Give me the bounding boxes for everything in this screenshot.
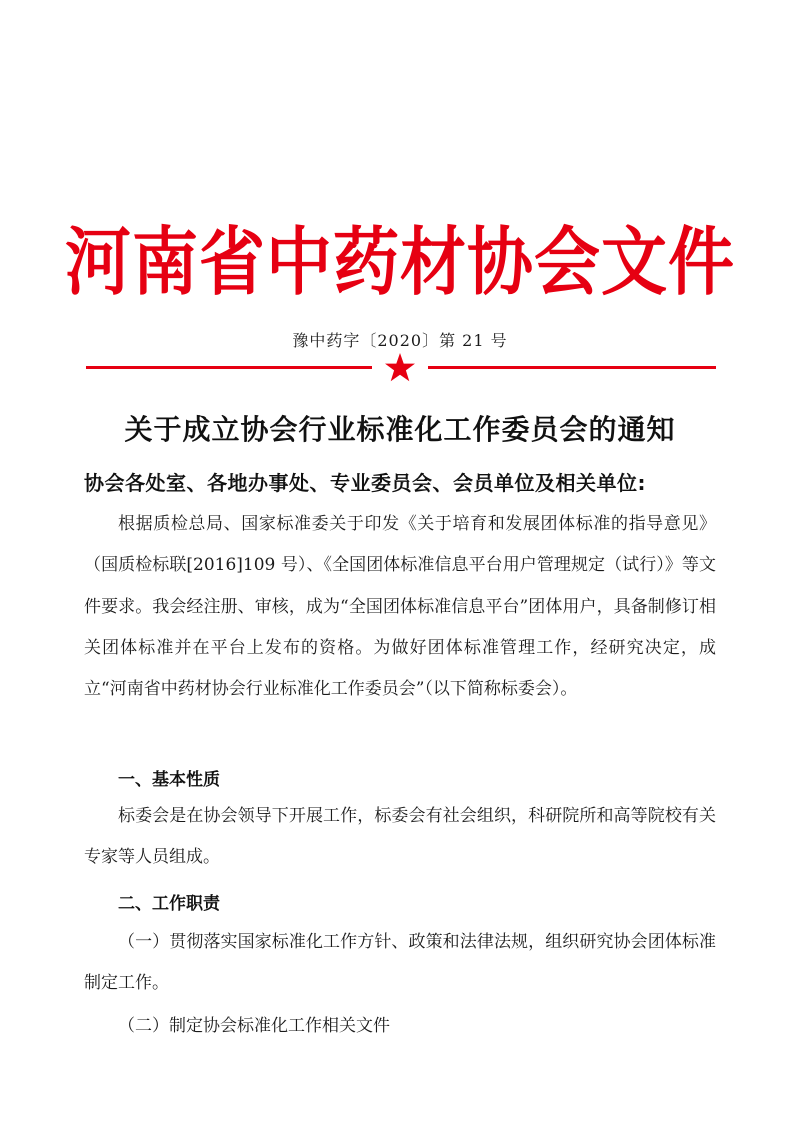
section-heading-duties: 二、工作职责 [118, 894, 220, 914]
recipients-line: 协会各处室、各地办事处、专业委员会、会员单位及相关单位: [84, 471, 646, 495]
red-divider-right [428, 366, 716, 369]
section-heading-basic-nature: 一、基本性质 [118, 770, 220, 790]
intro-paragraph: 根据质检总局、国家标准委关于印发《关于培育和发展团体标准的指导意见》（国质检标联[2016]109 号）、《全国团体标准信息平台用户管理规定（试行）》等文件要求。我会经注册、审核，成为“全国团体标准信息平台”团体用户，具备制修订相关团体标准并在平台上发布的资格。为做好团体标准管理工作，经研究决定，成立“河南省中药材协会行业标准化工作委员会”（以下简称标委会）。 [84, 514, 716, 700]
document-number: 豫中药字〔2020〕第 21 号 [292, 331, 508, 350]
star-icon [384, 352, 416, 384]
basic-nature-paragraph: 标委会是在协会领导下开展工作，标委会有社会组织，科研院所和高等院校有关专家等人员组成。 [84, 806, 716, 868]
notice-title: 关于成立协会行业标准化工作委员会的通知 [124, 413, 676, 446]
org-masthead: 河南省中药材协会文件 [65, 219, 735, 306]
duty-item-1: （一）贯彻落实国家标准化工作方针、政策和法律法规，组织研究协会团体标准制定工作。 [84, 932, 716, 994]
duty-item-2: （二）制定协会标准化工作相关文件 [118, 1016, 390, 1036]
red-divider-left [86, 366, 372, 369]
